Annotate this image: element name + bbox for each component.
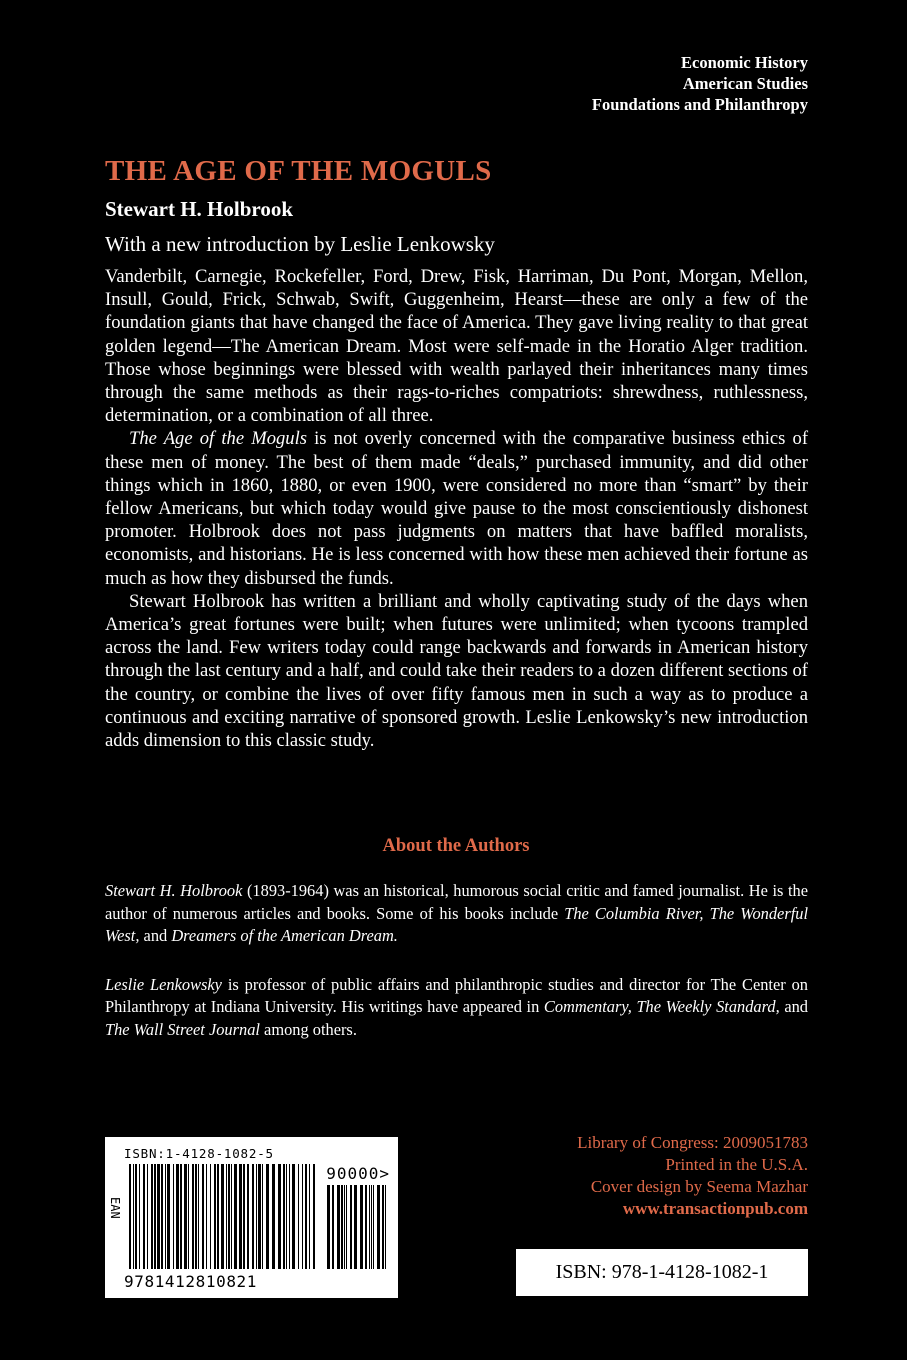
publisher-url[interactable]: www.transactionpub.com <box>622 1199 808 1218</box>
category-economic-history: Economic History <box>681 53 808 72</box>
bio-and: and <box>139 926 172 945</box>
barcode-number: 9781412810821 <box>124 1272 258 1291</box>
bio-pub-3: The Wall Street Journal <box>105 1019 260 1039</box>
bio-holbrook <box>105 880 808 948</box>
printed-in: Printed in the U.S.A. <box>665 1155 808 1174</box>
isbn-barcode <box>105 1137 398 1298</box>
book-title: THE AGE OF THE MOGULS <box>105 155 492 187</box>
bio-lenkowsky <box>105 974 808 1042</box>
bio-and-2: and <box>779 997 808 1016</box>
library-of-congress: Library of Congress: 2009051783 <box>577 1133 808 1152</box>
bio-book-1: The Columbia River, <box>564 903 704 923</box>
subject-categories <box>592 52 808 115</box>
bio-book-2: The Wonderful West, <box>105 903 809 945</box>
barcode-ean-label: EAN <box>108 1197 122 1219</box>
publisher-info <box>577 1132 808 1220</box>
category-foundations: Foundations and Philanthropy <box>591 95 808 114</box>
blurb-paragraph-2 <box>105 427 808 589</box>
category-american-studies: American Studies <box>682 74 808 93</box>
blurb-paragraph-1: Vanderbilt, Carnegie, Rockefeller, Ford, Drew, Fisk, Harriman, Du Pont, Morgan, Mellon, Insull, Gould, Frick, Schwab, Swift, Guggenheim, Hearst—these are only a few of the foundation giants that have changed the face of America. They gave living reality to that great golden legend—The American Dream. Most were self-made in the Horatio Alger tradition. Those whose beginnings were blessed with wealth parlayed their inheritances many times through the same methods as their rags-to-riches compatriots: shrewdness, ruthlessness, determination, or a combination of all three. <box>105 266 808 427</box>
bio-pub-2: The Weekly Standard, <box>636 997 780 1016</box>
bio-pub-1: Commentary, <box>543 997 632 1016</box>
introduction-credit: With a new introduction by Leslie Lenkowsky <box>105 232 495 256</box>
book-description <box>105 265 808 752</box>
bio-holbrook-name: Stewart H. Holbrook <box>105 881 243 900</box>
isbn-box: ISBN: 978-1-4128-1082-1 <box>516 1249 808 1296</box>
about-authors-heading: About the Authors <box>382 836 530 856</box>
bio-lenkowsky-tail: among others. <box>259 1019 357 1039</box>
bio-book-3: Dreamers of the American Dream. <box>171 926 398 945</box>
barcode-isbn-text: ISBN:1-4128-1082-5 <box>124 1146 274 1161</box>
cover-design-credit: Cover design by Seema Mazhar <box>590 1177 808 1196</box>
blurb-paragraph-2-text: is not overly concerned with the comparative business ethics of these men of money. The best of them made “deals,” purchased immunity, and did other things which in 1860, 1880, or even 1900, were considered no more than “smart” by their fellow Americans, but which today would give pause to the most conscientiously dishonest promoter. Holbrook does not pass judgments on matters that have baffled moralists, economists, and historians. He is less concerned with how these men achieved their fortune as much as how they disbursed the funds. <box>105 428 809 589</box>
bio-lenkowsky-name: Leslie Lenkowsky <box>105 974 222 994</box>
bio-holbrook-text: (1893-1964) was an historical, humorous social critic and famed journalist. He is the author of numerous articles and books. Some of his books include <box>105 881 808 923</box>
barcode-price-code: 90000> <box>326 1164 390 1183</box>
blurb-paragraph-3: Stewart Holbrook has written a brilliant and wholly captivating study of the days when America’s great fortunes were built; when futures were unlimited; when tycoons trampled across the land. Few writers today could range backwards and forwards in American history through the last century and a half, and could take their readers to a dozen different sections of the country, or combine the lives of over fifty famous men in such a way as to produce a continuous and exciting narrative of sponsored growth. Leslie Lenkowsky’s new introduction adds dimension to this classic study. <box>105 590 808 752</box>
author-bios <box>105 880 808 1067</box>
book-author: Stewart H. Holbrook <box>105 197 294 221</box>
bio-lenkowsky-text: is professor of public affairs and philanthropic studies and director for The Center on Philanthropy at Indiana University. His writings have appeared in <box>105 974 808 1016</box>
blurb-title-ref: The Age of the Moguls <box>129 428 307 450</box>
